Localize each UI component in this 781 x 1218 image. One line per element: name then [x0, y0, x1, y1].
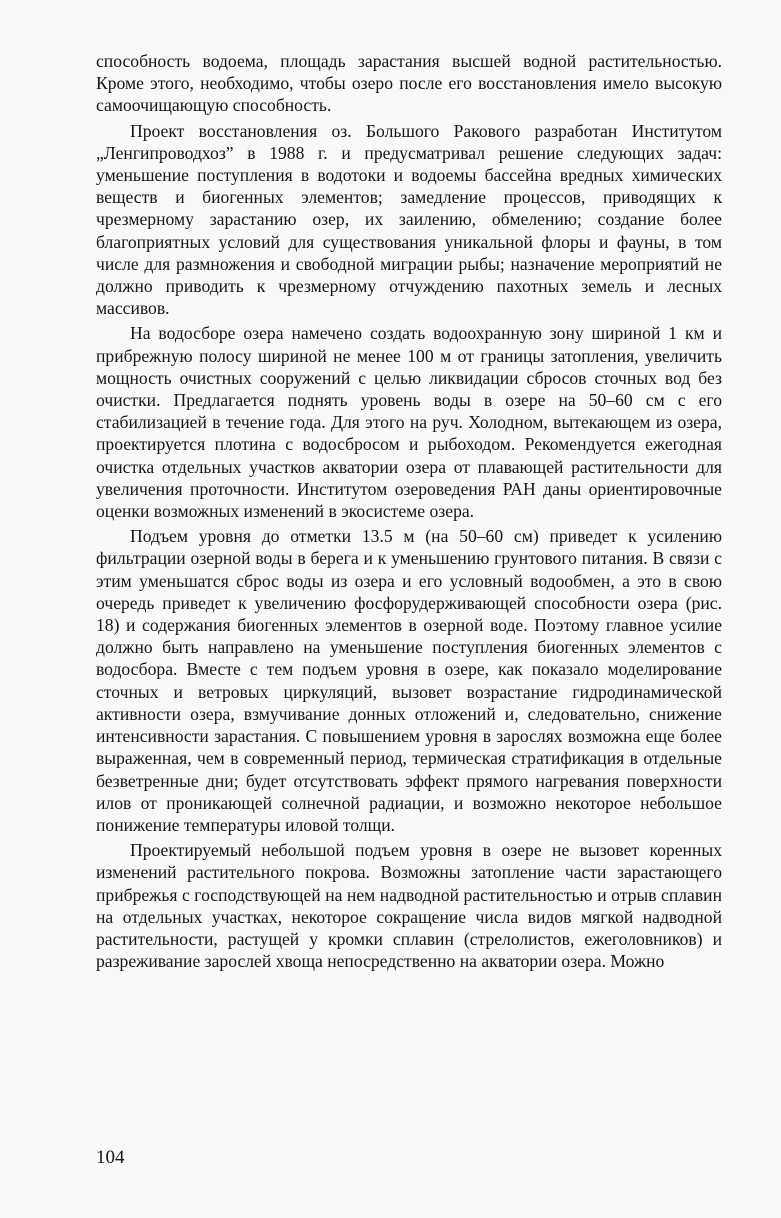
page-number: 104 [96, 1147, 125, 1168]
paragraph-3: На водосборе озера намечено создать водоохранную зону шириной 1 км и прибрежную полосу шириной не менее 100 м от границы затопления, увеличить мощность очистных сооружений с целью ликвидации сбросов сточных вод без очистки. Предлагается поднять уровень воды в озере на 50–60 см с его стабилизацией в течение года. Для этого на руч. Холодном, вытекающем из озера, проектируется плотина с водосбросом и рыбоходом. Рекомендуется ежегодная очистка отдельных участков акватории озера от плавающей растительности для увеличения проточности. Институтом озероведения РАН даны ориентировочные оценки возможных изменений в экосистеме озера. [96, 323, 722, 522]
paragraph-5: Проектируемый небольшой подъем уровня в озере не вызовет коренных изменений растительного покрова. Возможны затопление части зарастающего прибрежья с господствующей на нем надводной растительностью и отрыв сплавин на отдельных участках, некоторое сокращение числа видов мягкой надводной растительности, растущей у кромки сплавин (стрелолистов, ежеголовников) и разреживание зарослей хвоща непосредственно на акватории озера. Можно [96, 840, 722, 972]
paragraph-1: способность водоема, площадь зарастания высшей водной растительностью. Кроме этого, необходимо, чтобы озеро после его восстановления имело высокую самоочищающую способность. [96, 51, 722, 116]
paragraph-4: Подъем уровня до отметки 13.5 м (на 50–60 см) приведет к усилению фильтрации озерной воды в берега и к уменьшению грунтового питания. В связи с этим уменьшатся сброс воды из озера и его условный водообмен, а это в свою очередь приведет к увеличению фосфорудерживающей способности озера (рис. 18) и содержания биогенных элементов в озерной воде. Поэтому главное усилие должно быть направлено на уменьшение поступления биогенных элементов с водосбора. Вместе с тем подъем уровня в озере, как показало моделирование сточных и ветровых циркуляций, вызовет возрастание гидродинамической активности озера, взмучивание донных отложений и, следовательно, снижение интенсивности зарастания. С повышением уровня в зарослях возможна еще более выраженная, чем в современный период, термическая стратификация в отдельные безветренные дни; будет отсутствовать эффект прямого нагревания поверхности илов от проникающей солнечной радиации, и возможно некоторое небольшое понижение температуры иловой толщи. [96, 526, 722, 835]
paragraph-2: Проект восстановления оз. Большого Ракового разработан Институтом „Ленгипроводхоз” в 1988 г. и предусматривал решение следующих задач: уменьшение поступления в водотоки и водоемы бассейна вредных химических веществ и биогенных элементов; замедление процессов, приводящих к чрезмерному зарастанию озер, их заилению, обмелению; создание более благоприятных условий для существования уникальной флоры и фауны, в том числе для размножения и свободной миграции рыбы; назначение мероприятий не должно приводить к чрезмерному отчуждению пахотных земель и лесных массивов. [96, 120, 722, 319]
body-text [96, 50, 722, 972]
